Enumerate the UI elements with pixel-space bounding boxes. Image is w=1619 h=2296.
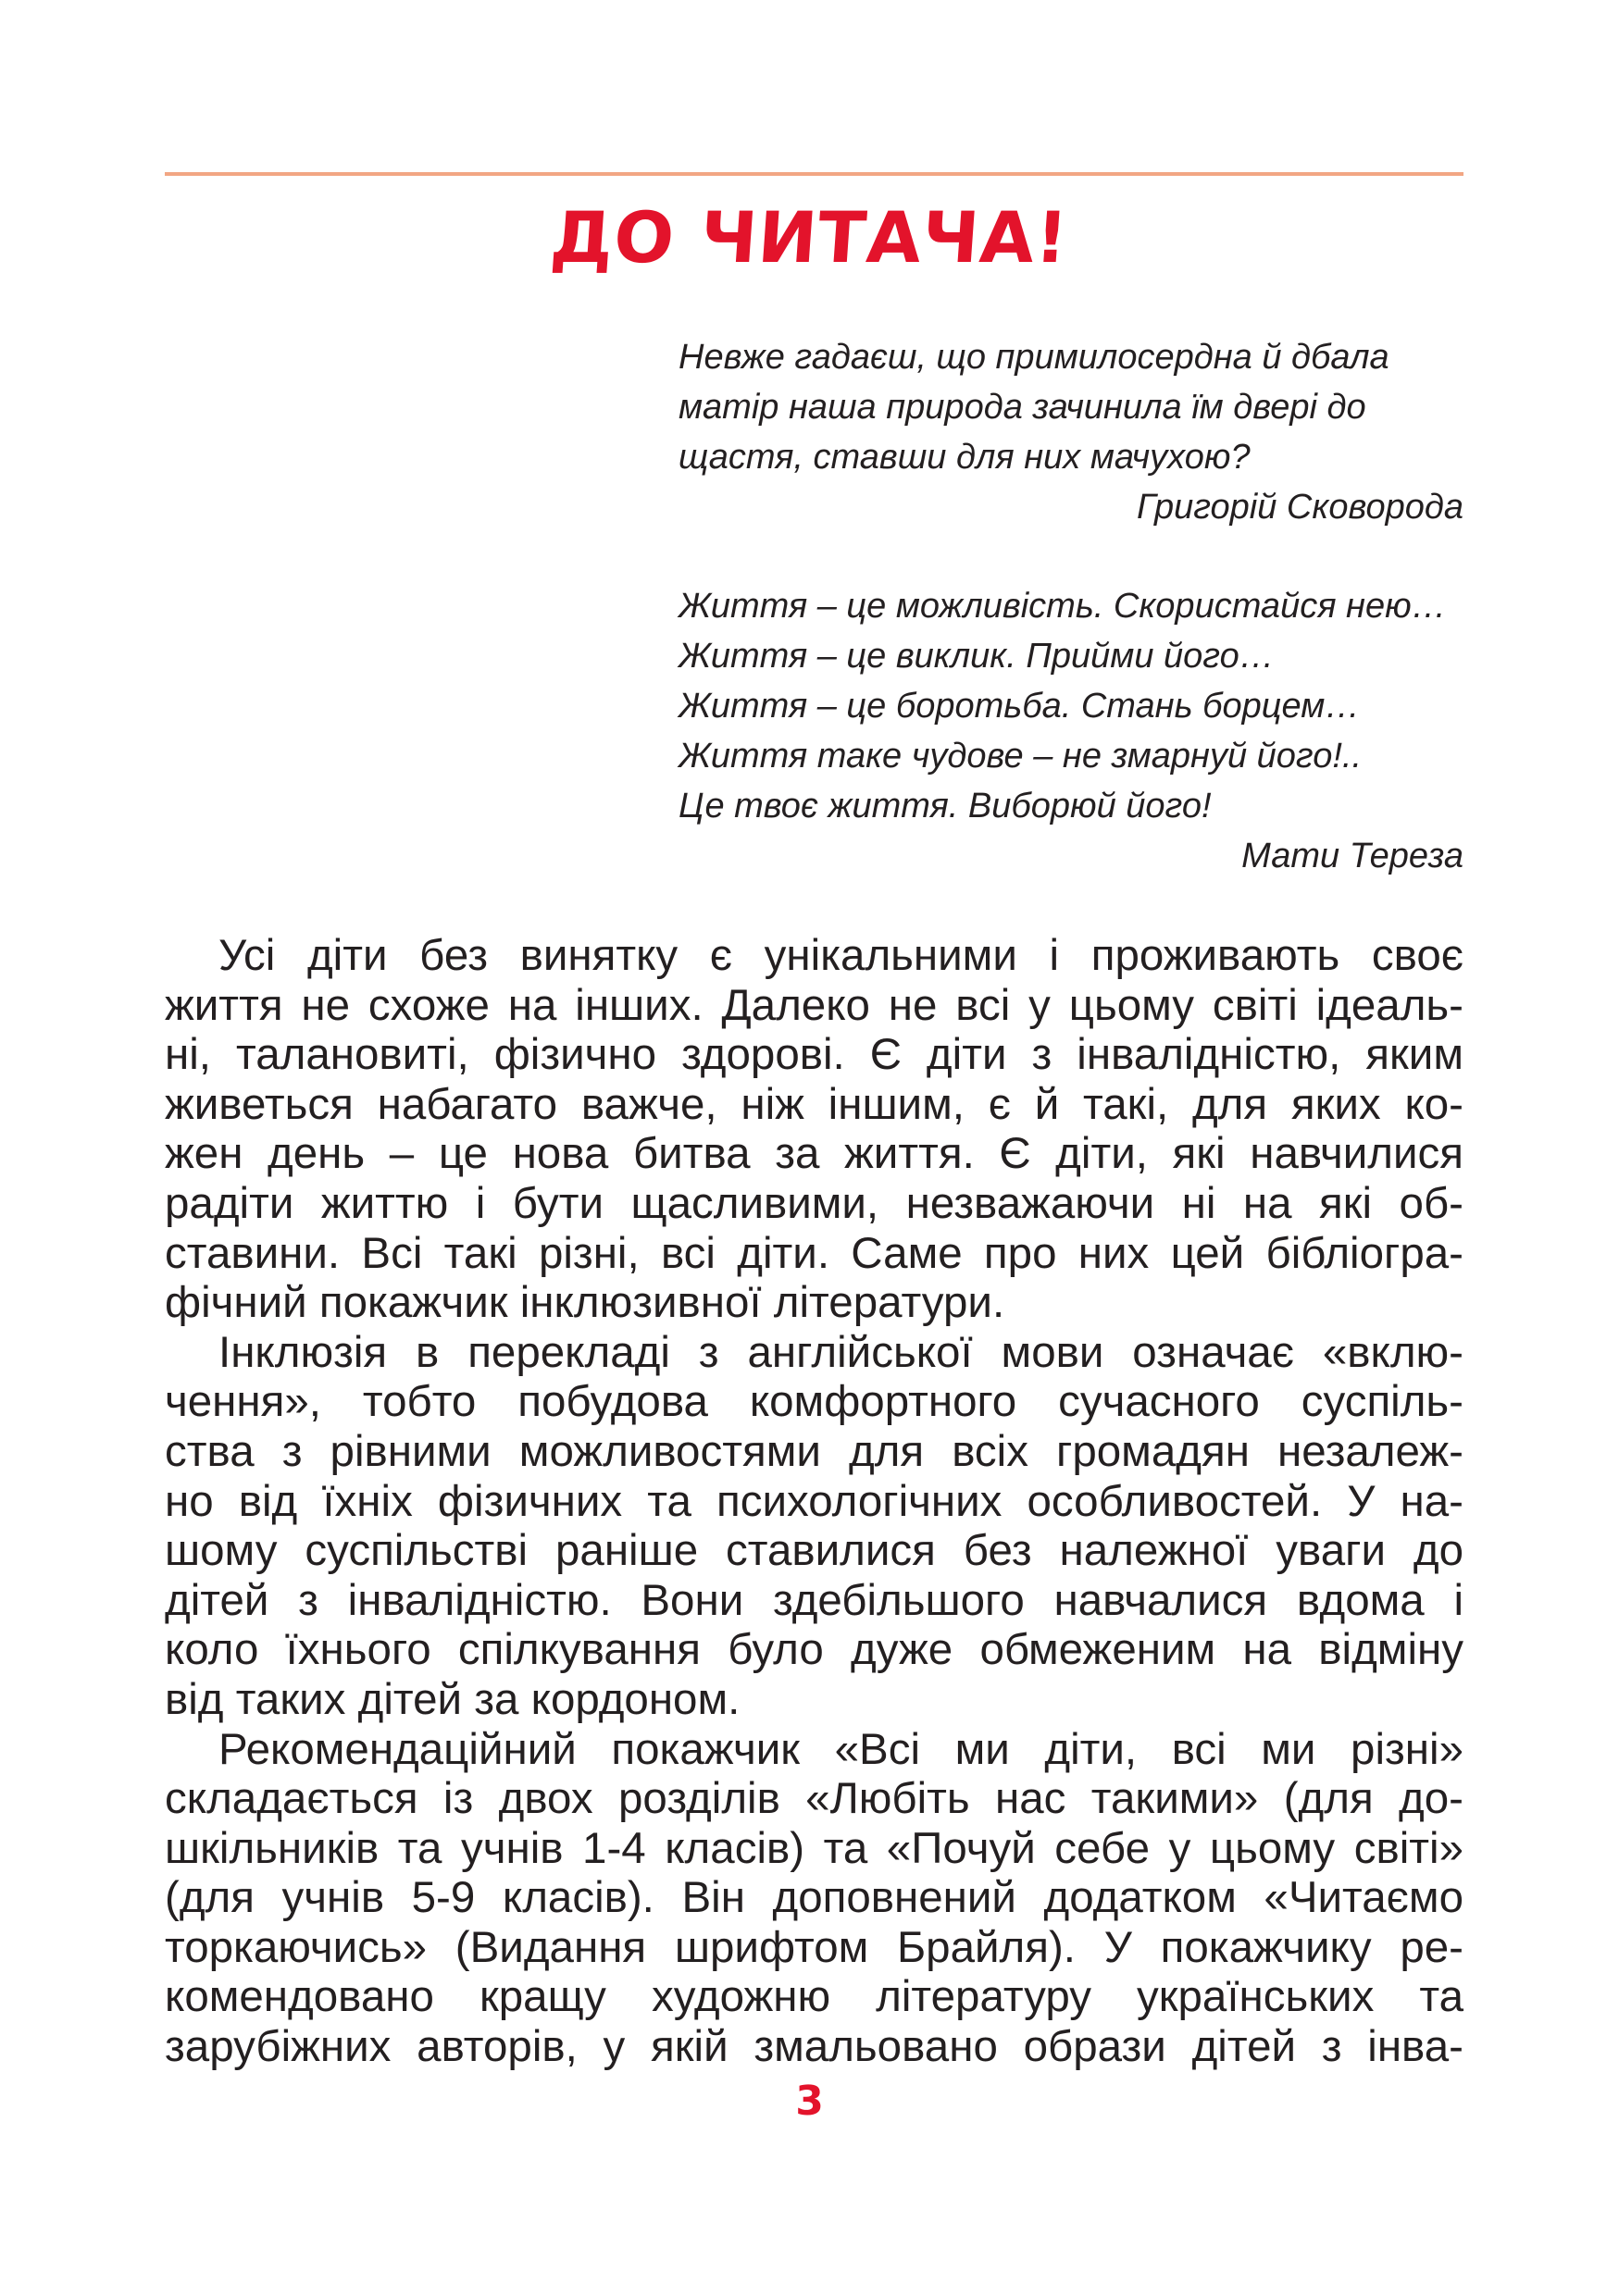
epigraph-line: матір наша природа зачинила їм двері до — [679, 388, 1366, 427]
epigraph-skovoroda — [679, 332, 1463, 532]
epigraph-mother-teresa — [679, 581, 1463, 881]
epigraph-author: Григорій Сковорода — [1136, 488, 1463, 527]
body-line: радіти життю і бути щасливими, незважаючи ні на які об- — [165, 1178, 1463, 1228]
body-line: шкільників та учнів 1-4 класів) та «Почуй себе у цьому світі» — [165, 1823, 1463, 1873]
body-line: життя не схоже на інших. Далеко не всі у цьому світі ідеаль- — [165, 980, 1463, 1030]
body-line: Інклюзія в перекладі з англійської мови означає «вклю- — [218, 1327, 1463, 1377]
body-line: чення», тобто побудова комфортного сучасного суспіль- — [165, 1377, 1463, 1427]
page-number: 3 — [795, 2078, 824, 2125]
body-text — [165, 931, 1463, 2072]
epigraph-line: Невже гадаєш, що примилосердна й дбала — [679, 338, 1389, 377]
body-line: торкаючись» (Видання шрифтом Брайля). У покажчику ре- — [165, 1922, 1463, 1972]
epigraph-line: щастя, ставши для них мачухою? — [679, 438, 1251, 477]
body-line: коло їхнього спілкування було дуже обмеженим на відміну — [165, 1625, 1463, 1675]
header-divider — [165, 172, 1463, 176]
page-title: ДО ЧИТАЧА! — [547, 196, 1072, 279]
body-line: (для учнів 5-9 класів). Він доповнений додатком «Читаємо — [165, 1873, 1463, 1923]
body-line: Рекомендаційний покажчик «Всі ми діти, всі ми різні» — [218, 1724, 1463, 1774]
body-line: фічний покажчик інклюзивної літератури. — [165, 1278, 1005, 1328]
body-line: живеться набагато важче, ніж іншим, є й такі, для яких ко- — [165, 1079, 1463, 1129]
body-line: но від їхніх фізичних та психологічних особливостей. У на- — [165, 1476, 1463, 1526]
epigraph-line: Життя – це боротьба. Стань борцем… — [679, 687, 1361, 726]
body-line: від таких дітей за кордоном. — [165, 1674, 741, 1724]
epigraph-line: Життя таке чудове – не змарнуй його!.. — [679, 737, 1363, 776]
body-line: складається із двох розділів «Любіть нас такими» (для до- — [165, 1774, 1463, 1824]
epigraph-line: Життя – це можливість. Скористайся нею… — [679, 587, 1447, 626]
body-line: ставини. Всі такі різні, всі діти. Саме про них цей бібліогра- — [165, 1228, 1463, 1278]
body-line: дітей з інвалідністю. Вони здебільшого навчалися вдома і — [165, 1575, 1463, 1625]
epigraph-line: Це твоє життя. Виборюй його! — [679, 787, 1212, 825]
body-line: жен день – це нова битва за життя. Є діти, які навчилися — [165, 1129, 1463, 1179]
body-line: зарубіжних авторів, у якій змальовано образи дітей з інва- — [165, 2022, 1463, 2072]
body-line: шому суспільстві раніше ставилися без належної уваги до — [165, 1526, 1463, 1576]
body-line: Усі діти без винятку є унікальними і проживають своє — [218, 931, 1463, 980]
epigraph-author: Мати Тереза — [1241, 837, 1463, 875]
body-line: комендовано кращу художню літературу українських та — [165, 1972, 1463, 2022]
body-line: ства з рівними можливостями для всіх громадян незалеж- — [165, 1426, 1463, 1476]
epigraph-line: Життя – це виклик. Прийми його… — [679, 637, 1275, 676]
body-line: ні, талановиті, фізично здорові. Є діти з інвалідністю, яким — [165, 1030, 1463, 1080]
